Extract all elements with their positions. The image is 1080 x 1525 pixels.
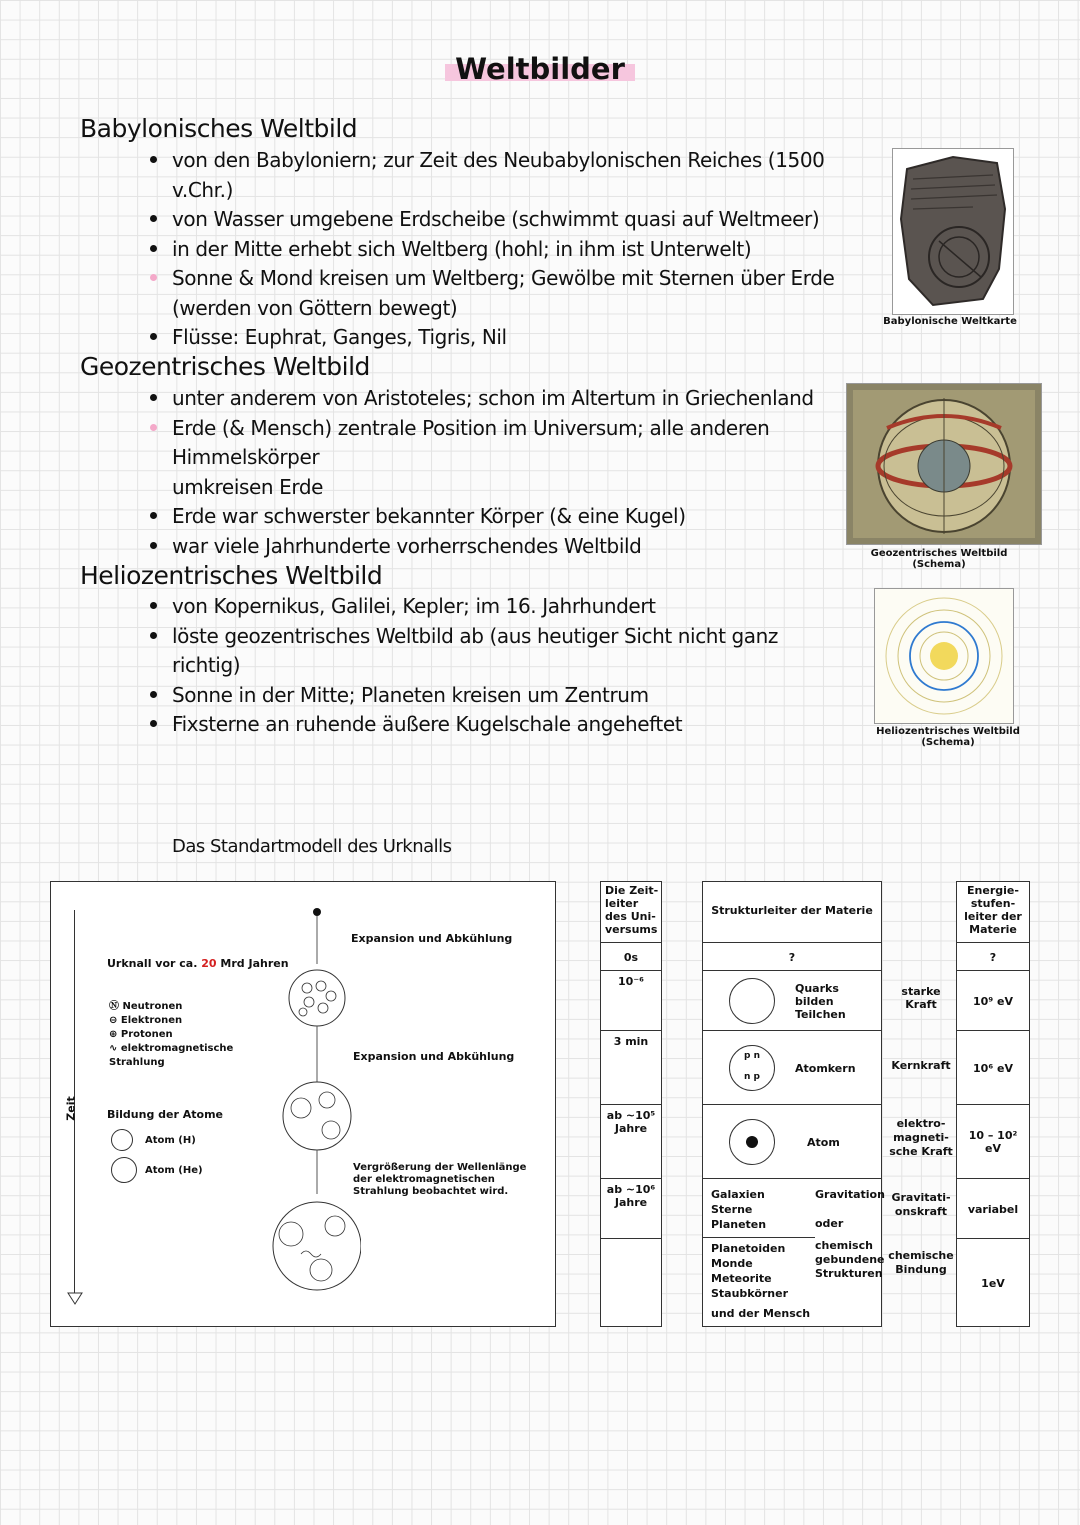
- table-cell: 10⁹ eV: [957, 970, 1029, 1031]
- mensch-label: und der Mensch: [711, 1307, 811, 1320]
- strukturleiter-header: Strukturleiter der Materie: [711, 904, 873, 917]
- heading-geo: Geozentrisches Weltbild: [80, 352, 370, 381]
- atom-icon: [729, 1119, 775, 1165]
- model-heading: Das Standartmodell des Urknalls: [172, 836, 452, 857]
- heliocentric-image: [874, 588, 1014, 724]
- atom-row: Atom: [703, 1104, 881, 1179]
- table-cell: variabel: [957, 1178, 1029, 1239]
- list-item: Flüsse: Euphrat, Ganges, Tigris, Nil: [150, 323, 870, 353]
- strukturleiter-table: [702, 881, 885, 1327]
- kraft-label: Gravitati-onskraft: [891, 1191, 951, 1218]
- helio-list: [150, 592, 840, 740]
- kraefte-column: [884, 881, 958, 1325]
- list-item: von Wasser umgebene Erdscheibe (schwimmt quasi auf Weltmeer): [150, 205, 870, 235]
- expansion-diagram: [261, 904, 361, 1314]
- atom-he-item: Atom (He): [111, 1156, 203, 1186]
- list-item: Gravitation: [815, 1188, 885, 1201]
- table-cell: 3 min: [601, 1030, 661, 1109]
- list-item: unter anderem von Aristoteles; schon im Altertum in Griechenland: [150, 384, 840, 414]
- list-item: von Kopernikus, Galilei, Kepler; im 16. Jahrhundert: [150, 592, 840, 622]
- list-item: von den Babyloniern; zur Zeit des Neubabylonischen Reiches (1500 v.Chr.): [150, 146, 870, 205]
- geocentric-image: [846, 383, 1042, 545]
- heading-helio: Heliozentrisches Weltbild: [80, 561, 383, 590]
- table-cell: ?: [703, 942, 881, 971]
- vergroesserung-label: Vergrößerung der Wellenlänge der elektromagnetischen Strahlung beobachtet wird.: [353, 1162, 527, 1197]
- structures-row: [703, 1178, 885, 1327]
- table-cell: ?: [957, 942, 1029, 971]
- legend-item: ⊕ Protonen: [109, 1029, 173, 1040]
- list-item: Sonne in der Mitte; Planeten kreisen um Zentrum: [150, 681, 840, 711]
- table-cell: 1eV: [957, 1238, 1029, 1327]
- zeitleiter-table: [600, 881, 662, 1327]
- list-item: umkreisen Erde: [172, 474, 324, 499]
- babylon-list: [150, 146, 870, 353]
- list-item: Planeten: [711, 1218, 767, 1231]
- babylonian-map-image: [892, 148, 1014, 315]
- list-item: Meteorite: [711, 1272, 772, 1285]
- kraft-label: chemische Bindung: [888, 1249, 954, 1276]
- geo-list: [150, 384, 840, 561]
- energie-table: [956, 881, 1030, 1327]
- list-item: oder: [815, 1217, 844, 1230]
- heading-babylon: Babylonisches Weltbild: [80, 114, 358, 143]
- nucleus-icon: p n n p: [729, 1045, 775, 1091]
- table-cell: 10⁻⁶: [601, 970, 661, 1035]
- legend-item: ∿ elektromagnetische Strahlung: [109, 1043, 234, 1068]
- list-item: (werden von Göttern bewegt): [172, 295, 458, 320]
- bildung-label: Bildung der Atome: [107, 1108, 224, 1121]
- caption-helio: Heliozentrisches Weltbild (Schema): [876, 726, 1020, 748]
- list-item: Sterne: [711, 1203, 753, 1216]
- page-title: Weltbilder: [0, 52, 1080, 86]
- atomkern-row: p n n p Atomkern: [703, 1030, 881, 1105]
- caption-babylon: Babylonische Weltkarte: [883, 316, 1017, 327]
- list-item: Erde (& Mensch) zentrale Position im Universum; alle anderen Himmelskörper: [150, 414, 840, 473]
- atom-legend: [111, 1126, 203, 1186]
- list-item: Planetoiden: [711, 1242, 786, 1255]
- list-item: Fixsterne an ruhende äußere Kugelschale angeheftet: [150, 710, 840, 740]
- quarks-row: Quarks bilden Teilchen: [703, 970, 881, 1031]
- list-item: Galaxien: [711, 1188, 765, 1201]
- list-item: löste geozentrisches Weltbild ab (aus heutiger Sicht nicht ganz richtig): [150, 622, 840, 681]
- table-cell: 0s: [601, 942, 661, 971]
- kraft-label: Kernkraft: [891, 1059, 951, 1072]
- legend: [109, 1000, 249, 1070]
- atom-h-item: Atom (H): [111, 1126, 203, 1156]
- table-cell: [601, 1238, 661, 1327]
- table-cell: ab ~10⁶ Jahre: [601, 1178, 661, 1243]
- kraft-label: starke Kraft: [901, 985, 941, 1011]
- list-item: in der Mitte erhebt sich Weltberg (hohl; in ihm ist Unterwelt): [150, 235, 870, 265]
- legend-item: Ⓝ Neutronen: [109, 1001, 183, 1012]
- expansion-label-2: Expansion und Abkühlung: [353, 1050, 515, 1063]
- list-item: chemisch gebundene Strukturen: [815, 1239, 885, 1280]
- list-item: war viele Jahrhunderte vorherrschendes Weltbild: [150, 532, 840, 562]
- zeitleiter-header: Die Zeit-leiter des Uni-versums: [605, 884, 659, 936]
- table-cell: ab ~10⁵ Jahre: [601, 1104, 661, 1183]
- urknall-label: Urknall vor ca. 20 Mrd Jahren: [107, 957, 289, 970]
- energie-header: Energie-stufen-leiter der Materie: [964, 884, 1022, 936]
- expansion-label-1: Expansion und Abkühlung: [351, 932, 513, 945]
- list-item: Sonne & Mond kreisen um Weltberg; Gewölbe mit Sternen über Erde: [150, 264, 870, 294]
- caption-geo: Geozentrisches Weltbild (Schema): [870, 548, 1008, 570]
- list-item: Staubkörner: [711, 1287, 789, 1300]
- table-cell: 10 – 10² eV: [957, 1104, 1029, 1179]
- urknall-diagram: [50, 881, 556, 1327]
- arrow-down-icon: [67, 1292, 83, 1306]
- quark-icon: [729, 978, 775, 1024]
- zeit-label: Zeit: [64, 1096, 78, 1121]
- kraft-label: elektro-magneti-sche Kraft: [889, 1117, 953, 1158]
- list-item: Erde war schwerster bekannter Körper (& eine Kugel): [150, 502, 840, 532]
- legend-item: ⊖ Elektronen: [109, 1015, 183, 1026]
- list-item: Monde: [711, 1257, 753, 1270]
- table-cell: 10⁶ eV: [957, 1030, 1029, 1105]
